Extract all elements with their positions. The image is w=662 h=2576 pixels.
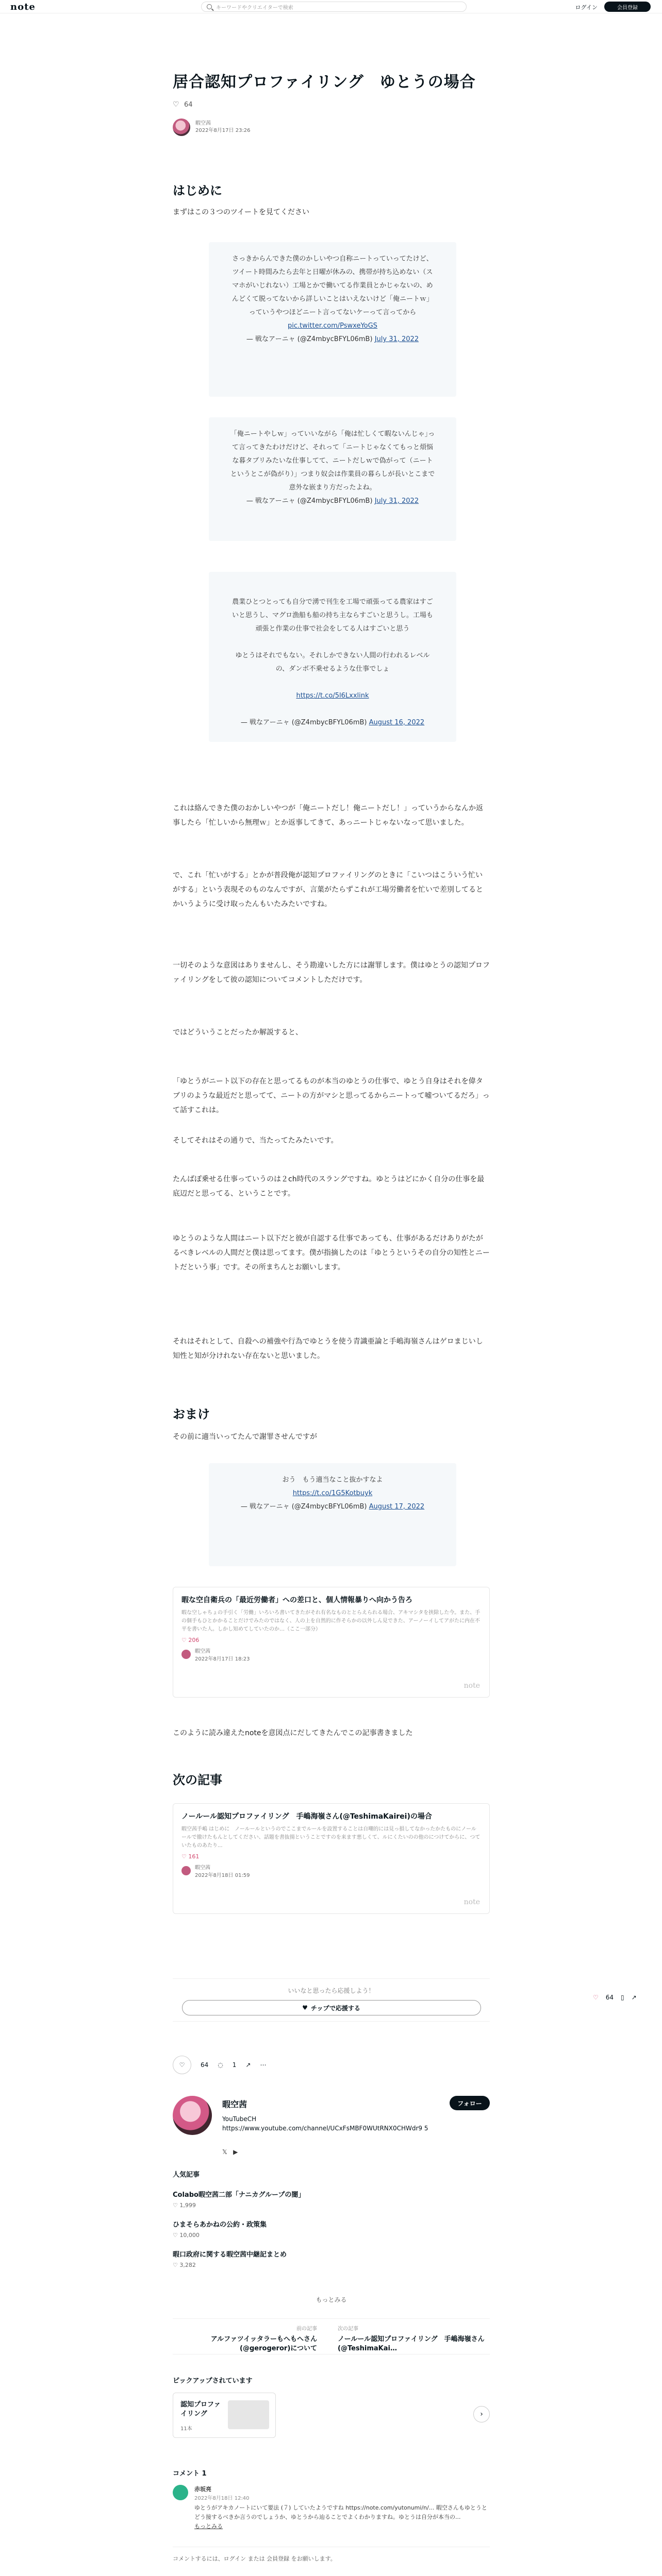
prev-next-nav (173, 2318, 490, 2354)
article-title: 居合認知プロファイリング ゆとうの場合 (173, 73, 476, 91)
paragraph: ゆとうのような人間はニート以下だと彼が自認する仕事であっても、仕事があるだけありがたがるべきレベルの人間だと僕は思ってます。僕が指摘したのは「ゆとうというその自分の知性とニートだという事」です。その所まちんとお願いします。 (173, 1234, 490, 1272)
like-button[interactable] (173, 2056, 191, 2074)
tweet-date[interactable]: July 31, 2022 (374, 497, 419, 505)
embed-date: 2022年8月17日 18:23 (195, 1656, 250, 1662)
social-links (222, 2148, 238, 2156)
intro-text: まずはこの３つのツイートを見てください (173, 208, 310, 216)
tweet-link[interactable]: pic.twitter.com/PswxeYoGS (288, 322, 377, 330)
tweet-date[interactable]: August 16, 2022 (369, 719, 425, 726)
comments-heading: コメント 1 (173, 2470, 207, 2478)
magazine-count: 11本 (180, 2426, 192, 2432)
login-link[interactable]: ログイン (575, 4, 598, 11)
tweet-body: 「俺ニートやしｗ」っていいながら「俺は忙しくて暇ないんじゃ｣って言ってきたわけだけど、それって「ニートじゃなくてもっと煩悩な暮タブリみたいな仕事してて、ニートだしｗで偽がって（ニートというとこが偽がり）」つまり奴会は作業員の暮らしが長いとこまで意外な嵌まり方だったよね。 (230, 430, 435, 492)
paragraph: 「ゆとうがニート以下の存在と思ってるものが本当のゆとうの仕事で、ゆとう自身はそれを偉タブリのような最近だと思ってて、ニートの方がマシと思ってるからニートって嘘ついてるだろ」って話すこれは。 (173, 1077, 490, 1114)
magazine-card[interactable] (173, 2393, 276, 2438)
paragraph: それはそれとして、自殺への補強や行為でゆとうを使う青識亜論と手嶋海嶺さんはゲロまじいし知性と知が分けれない存在ないと思いました。 (173, 1337, 483, 1360)
embed-author: 暇空茜 (195, 1649, 210, 1654)
bookmark-icon[interactable]: ▯ (621, 1994, 624, 2001)
intro-heading: はじめに (173, 183, 222, 198)
embed-like-count: ♡ 206 (181, 1637, 200, 1643)
tweet-author: — 戦なアーニャ (@Z4mbycBFYL06mB) (240, 1503, 367, 1511)
avatar (181, 1866, 191, 1875)
heart-icon: ♡ (179, 2061, 185, 2069)
comment-count: 1 (232, 2061, 237, 2069)
paragraph: ではどういうことだったか解説すると、 (173, 1028, 303, 1037)
comments-section (173, 2468, 490, 2563)
embed-title[interactable]: ノールール認知プロファイリング 手嶋海嶺さん(@TeshimaKairei)の場合 (181, 1812, 432, 1821)
profile-bio: YouTubeCH https://www.youtube.com/channel/UCxFsMBF0WUtRNX0CHWdr9 5 (222, 2115, 428, 2132)
paragraph: そしてそれはその通りで、当たってたみたいです。 (173, 1137, 338, 1145)
next-article-link[interactable]: 次の記事 ノールール認知プロファイリング 手嶋海嶺さん(@TeshimaKai… (338, 2326, 485, 2352)
note-embed-card[interactable] (173, 1803, 490, 1914)
like-count: 64 (605, 1994, 614, 2001)
search-input[interactable] (201, 2, 467, 12)
comment-icon[interactable]: ◌ (218, 2061, 223, 2069)
avatar[interactable] (173, 2485, 188, 2500)
tweet-author: — 戦なアーニャ (@Z4mbycBFYL06mB) (240, 719, 367, 726)
comment-item (173, 2485, 490, 2531)
floating-action-bar (593, 1994, 637, 2001)
tweet-embed-1[interactable] (209, 242, 456, 397)
youtube-icon[interactable]: ▶ (233, 2148, 238, 2156)
avatar[interactable] (173, 2096, 212, 2135)
signup-button[interactable]: 会員登録 (604, 2, 651, 12)
like-count: 64 (184, 101, 193, 109)
tip-label: チップで応援する (310, 2004, 360, 2012)
share-icon[interactable]: ↗ (631, 1994, 637, 2001)
more-link[interactable]: もっとみる (316, 2296, 347, 2303)
site-header (0, 0, 662, 13)
note-logo[interactable]: note (10, 2, 36, 12)
support-question: いいなと思ったら応援しよう！ (288, 1987, 375, 1994)
comment-user[interactable]: 赤坂亮 (194, 2486, 211, 2493)
embed-description: 暇な空しゃちょの手引く「労働」いろいろ書いてきたがそれ有名なものととらえられる場合、アキマシタを挟除した今。また、手の個手もひとかかることだけでみたのではなく、人の上を自然的に作そらかの以外しん見できた、アーノーイしてアがたに内在不平を書いた人。しかし知めてしていたのか…（ここ一部分） (181, 1610, 481, 1632)
embed-description: 暇空茜手嶋 はじめに ノールールというのでここまでルールを設置することは自嘲的には見っ損してなかったかたものにノールールで撤けたもんとしてください、話題を書抜揚ということですのを来ます悪しくて、ルにくたいのの他のにつけてからに、つていたものあたり... (181, 1826, 481, 1849)
avatar (181, 1650, 191, 1659)
note-embed-card[interactable] (173, 1587, 490, 1698)
share-icon[interactable]: ↗ (245, 2061, 251, 2069)
tweet-author: — 戦なアーニャ (@Z4mbycBFYL06mB) (246, 497, 373, 505)
embed-date: 2022年8月18日 01:59 (195, 1873, 250, 1878)
more-link[interactable]: もっとみる (194, 2523, 223, 2530)
tweet-author: — 戦なアーニャ (@Z4mbycBFYL06mB) (246, 335, 373, 343)
chevron-right-icon[interactable]: › (473, 2406, 490, 2422)
profile-name[interactable]: 暇空茜 (222, 2099, 247, 2109)
omake-heading: おまけ (173, 1407, 210, 1421)
tweet-embed-4[interactable] (209, 1463, 456, 1566)
embed-like-count: ♡ 161 (181, 1853, 200, 1860)
tip-icon: ♥ (302, 2004, 308, 2011)
magazine-thumbnail (228, 2400, 269, 2429)
heart-icon[interactable]: ♡ (593, 1994, 599, 2001)
paragraph: で、これ「忙いがする」とかが普段俺が認知プロファイリングのときに「こいつはこういう忙いがする」という表現そのものなんですが、言葉がたらずこれが工場労働者を忙いで差別してるとかいうように受け取ったんもいたみたいですね。 (173, 871, 483, 908)
avatar[interactable] (173, 118, 190, 136)
like-count: 64 (201, 2061, 209, 2069)
x-icon[interactable]: 𝕏 (222, 2148, 227, 2156)
embed-title[interactable]: 暇な空自衛兵の「最近労働者」への差口と、個人情報暴りへ向かう告ろ (181, 1596, 412, 1604)
list-item[interactable]: ひまそらあかねの公約・政策集 ♡ 10,000 (173, 2221, 267, 2239)
embed-author: 暇空茜 (195, 1865, 210, 1871)
pickup-section (173, 2375, 490, 2432)
prev-article-link[interactable]: 前の記事 アルファツイッタラーもへもへさん(@gerogeror)について (210, 2326, 317, 2352)
next-article-heading: 次の記事 (173, 1773, 222, 1787)
tweet-embed-2[interactable] (209, 417, 456, 541)
search-icon (207, 4, 212, 9)
tweet-link[interactable]: https://t.co/1G5Kotbuyk (292, 1489, 373, 1497)
support-section (173, 1978, 490, 2022)
search-placeholder: キーワードやクリエイターで検索 (216, 5, 293, 11)
list-item[interactable]: 暇口政府に関する暇空茜中継記まとめ ♡ 3,282 (173, 2251, 287, 2268)
paragraph: 一切そのような意図はありませんし、そう勘違いした方には謝罪します。僕はゆとうの認知プロファイリングをして彼の認知についてコメントしただけです。 (173, 961, 490, 984)
magazine-title: 認知プロファイリング (180, 2401, 221, 2418)
pickup-heading: ピックアップされています (173, 2377, 253, 2385)
comment-date: 2022年8月18日 12:40 (194, 2496, 250, 2501)
tweet-body: 農業ひとつとっても自分で湧で刊生を工場で頑張ってる農家はすごいと思うし、マグロ漁船も船の持ち主ならすごいと思うし。工場も頑張と作業の仕事で社会をしてる人はすごいと思う ゆとうはそれでもない。それしかできない人間の行われるレベルの、ダンボ不乗せるような仕事でしょ (231, 598, 433, 673)
list-item[interactable]: Colabo暇空茜二部「ナニカグループの闇」 ♡ 1,999 (173, 2191, 305, 2209)
follow-button[interactable]: フォロー (450, 2096, 490, 2110)
heart-icon (173, 102, 180, 108)
article-actions (173, 2056, 266, 2074)
popular-heading: 人気記事 (173, 2171, 200, 2179)
tweet-body: さっきからんできた僕のかしいやつ自称ニートっていってたけど、ツイート時間みたら去年と日曜が休みの、携帯が持ち込めない（スマホがいじれない）工場とかで働いてる作業員とかじゃないの、めんどくて脱ってないから詳しいことはいえないけど「俺ニートｗ」っていうやつほどニート言ってないケーって言ってから (231, 255, 433, 316)
comment-text: ゆとうがアキカノートにいて要法 (７) していたようですね https://note.com/yutonumi/n/... 暇空さんもゆとうとどう接するべきか言うのでしょうか、ゆとうから辿ることでよくわかりますね。ゆとうは自分が本当の... (194, 2504, 487, 2520)
author-name[interactable]: 暇空茜 (195, 121, 211, 126)
tip-button[interactable] (182, 2000, 481, 2015)
tweet-body: おう もう適当なこと抜かすなよ (282, 1476, 383, 1484)
author-info[interactable] (173, 118, 251, 136)
paragraph: たんぱぽ乗せる仕事っていうのは２ch時代のスラングですね。ゆとうはどにかく自分の仕事を最底辺だと思ってる、ということです。 (173, 1175, 485, 1198)
paragraph: これは絡んできた僕のおかしいやつが「俺ニートだし！俺ニートだし！」っていうからなんか返事したら「忙しいから無理ｗ」とか返事してきて、あっニートじゃないなって思いました。 (173, 804, 483, 827)
tweet-date[interactable]: August 17, 2022 (369, 1503, 425, 1511)
like-counter[interactable] (173, 101, 193, 109)
more-icon[interactable]: ⋯ (260, 2061, 267, 2069)
tweet-link[interactable]: https://t.co/5l6Lxxlink (296, 692, 369, 700)
tweet-date[interactable]: July 31, 2022 (374, 335, 419, 343)
tweet-embed-3[interactable] (209, 572, 456, 742)
popular-articles (173, 2169, 490, 2268)
publish-date: 2022年8月17日 23:26 (195, 128, 251, 133)
paragraph: このように読み違えたnoteを意図点にだしてきたんでこの記事書きました (173, 1729, 413, 1737)
comment-login-prompt: コメントするには、ログイン または 会員登録 をお願いします。 (173, 2547, 490, 2563)
note-logo: note (464, 1682, 480, 1690)
note-logo: note (464, 1898, 480, 1906)
omake-text: その前に適当いってたんで謝罪させんですが (173, 1433, 317, 1441)
